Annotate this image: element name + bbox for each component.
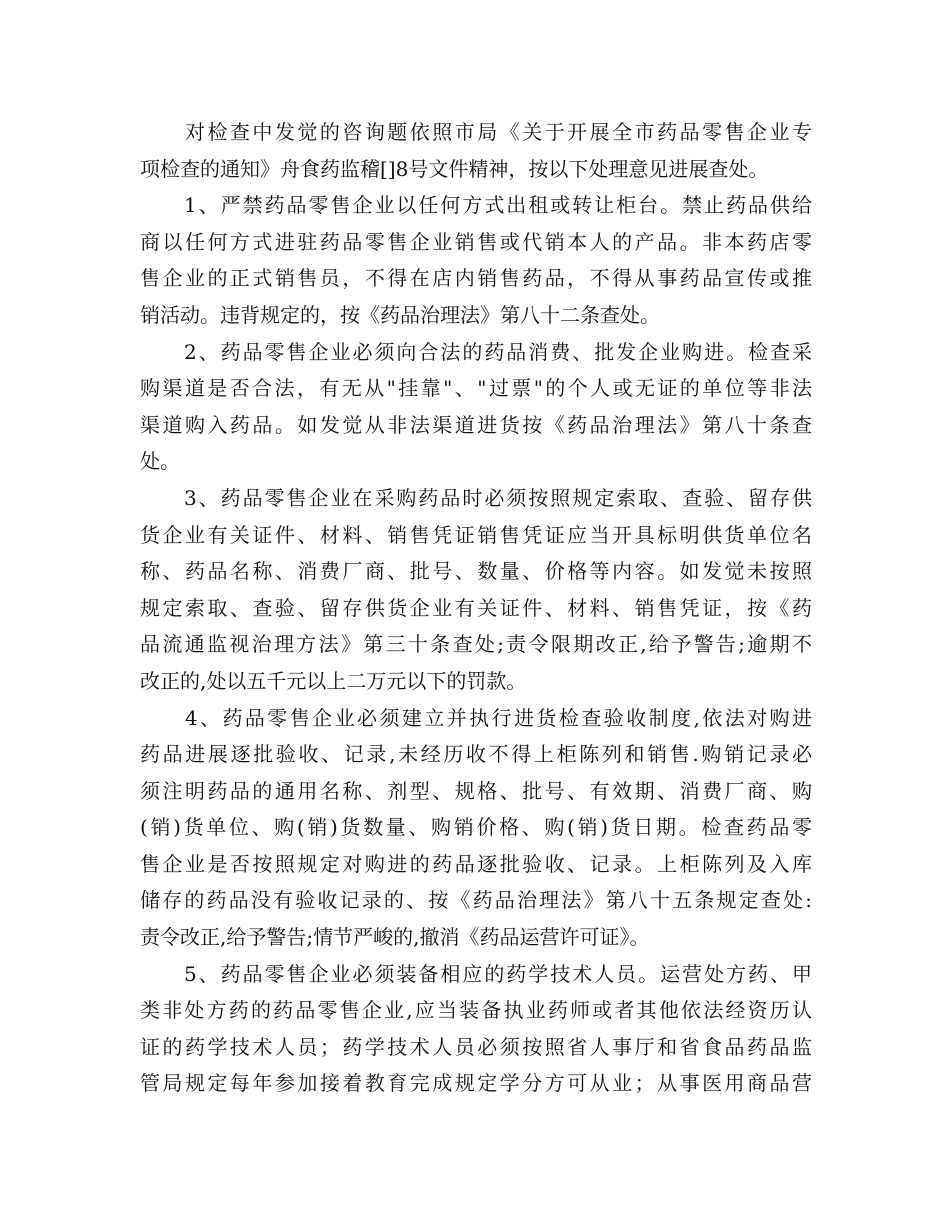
paragraph-item-4: [140, 700, 812, 956]
document-page: [140, 114, 812, 1102]
text-line: 规定索取、查验、留存供货企业有关证件、材料、销售凭证，按《药: [140, 595, 812, 620]
text-line: 销活动。违背规定的，按《药品治理法》第八十二条查处。: [140, 302, 660, 327]
text-line: 储存的药品没有验收记录的、按《药品治理法》第八十五条规定查处:: [140, 888, 812, 913]
text-line: 2、药品零售企业必须向合法的药品消费、批发企业购进。检查采: [140, 339, 812, 364]
text-line: 售企业的正式销售员，不得在店内销售药品，不得从事药品宣传或推: [140, 266, 812, 291]
text-line: 5、药品零售企业必须装备相应的药学技术人员。运营处方药、甲: [140, 961, 812, 986]
text-line: 责令改正,给予警告;情节严峻的,撤消《药品运营许可证》。: [140, 925, 650, 950]
text-line: 1、严禁药品零售企业以任何方式出租或转让柜台。禁止药品供给: [140, 193, 812, 218]
text-line: 商以任何方式进驻药品零售企业销售或代销本人的产品。非本药店零: [140, 229, 812, 254]
text-line: 购渠道是否合法，有无从"挂靠"、"过票"的个人或无证的单位等非法: [140, 376, 812, 401]
text-line: (销)货单位、购(销)货数量、购销价格、购(销)货日期。检查药品零: [140, 815, 812, 840]
paragraph-item-2: [140, 334, 812, 480]
text-line: 品流通监视治理方法》第三十条查处;责令限期改正,给予警告;逾期不: [140, 632, 812, 657]
text-line: 渠道购入药品。如发觉从非法渠道进货按《药品治理法》第八十条查: [140, 412, 812, 437]
text-line: 4、药品零售企业必须建立并执行进货检查验收制度,依法对购进: [140, 705, 812, 730]
text-line: 须注明药品的通用名称、剂型、规格、批号、有效期、消费厂商、购: [140, 778, 812, 803]
paragraph-item-5: [140, 956, 812, 1102]
text-line: 管局规定每年参加接着教育完成规定学分方可从业；从事医用商品营: [140, 1071, 812, 1096]
text-line: 售企业是否按照规定对购进的药品逐批验收、记录。上柜陈列及入库: [140, 851, 812, 876]
paragraph-intro: [140, 114, 812, 187]
paragraph-item-1: [140, 187, 812, 333]
text-line: 称、药品名称、消费厂商、批号、数量、价格等内容。如发觉未按照: [140, 559, 812, 584]
text-line: 项检查的通知》舟食药监稽[]8号文件精神，按以下处理意见进展查处。: [140, 156, 769, 181]
text-line: 货企业有关证件、材料、销售凭证销售凭证应当开具标明供货单位名: [140, 522, 812, 547]
text-line: 3、药品零售企业在采购药品时必须按照规定索取、查验、留存供: [140, 485, 812, 510]
text-line: 改正的,处以五千元以上二万元以下的罚款。: [140, 668, 527, 693]
text-line: 类非处方药的药品零售企业,应当装备执业药师或者其他依法经资历认: [140, 998, 812, 1023]
text-line: 对检查中发觉的咨询题依照市局《关于开展全市药品零售企业专: [140, 120, 812, 144]
text-line: 证的药学技术人员；药学技术人员必须按照省人事厅和省食品药品监: [140, 1034, 812, 1059]
text-line: 药品进展逐批验收、记录,未经历收不得上柜陈列和销售.购销记录必: [140, 742, 812, 767]
paragraph-item-3: [140, 480, 812, 700]
text-line: 处。: [140, 449, 180, 474]
